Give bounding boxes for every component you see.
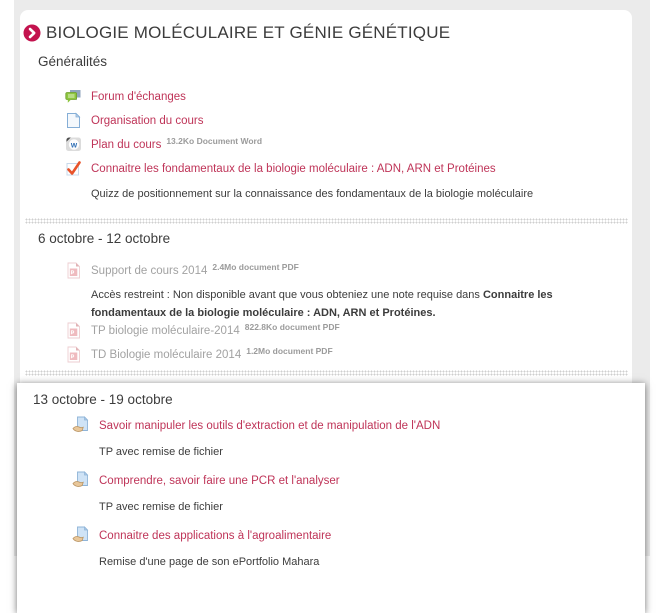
course-title: BIOLOGIE MOLÉCULAIRE ET GÉNIE GÉNÉTIQUE — [46, 23, 451, 42]
section-divider — [25, 370, 628, 376]
svg-text:w: w — [70, 140, 78, 150]
forum-icon — [65, 88, 82, 105]
section-heading: 6 octobre - 12 octobre — [38, 231, 171, 246]
pdf-icon — [65, 322, 82, 339]
restriction-notice — [91, 286, 602, 322]
page-icon — [65, 112, 82, 129]
assignment-icon — [72, 471, 90, 489]
pdf-icon — [65, 346, 82, 363]
section-6-12-octobre — [20, 231, 632, 363]
activity-link[interactable]: Plan du cours — [91, 139, 162, 151]
activity-quiz — [65, 160, 632, 177]
activity-description: TP avec remise de fichier — [99, 501, 223, 513]
restriction-requirement: Connaitre les fondamentaux de la biologie moléculaire : ADN, ARN et Protéines. — [91, 289, 553, 319]
activity-link[interactable]: Organisation du cours — [91, 115, 204, 127]
activity-assignment-adn — [72, 416, 645, 434]
pdf-icon — [65, 262, 82, 279]
activity-pdf-tp — [65, 322, 632, 339]
file-meta: 822.8Ko document PDF — [244, 322, 340, 332]
activity-word-doc — [65, 136, 632, 153]
word-doc-icon — [65, 136, 82, 153]
chevron-circle-icon — [23, 24, 41, 42]
activity-link[interactable]: Support de cours 2014 — [91, 265, 208, 277]
activity-assignment-agro — [72, 526, 645, 544]
activity-link[interactable]: TP biologie moléculaire-2014 — [91, 325, 240, 337]
file-meta: 1.2Mo document PDF — [246, 346, 333, 356]
activity-pdf-restricted — [65, 262, 632, 279]
activity-page — [65, 112, 632, 129]
course-figure — [14, 0, 650, 568]
activity-description: Remise d'une page de son ePortfolio Mahara — [99, 556, 320, 568]
assignment-icon — [72, 416, 90, 434]
activity-description: Quizz de positionnement sur la connaissance des fondamentaux de la biologie moléculaire — [91, 188, 534, 200]
file-meta: 2.4Mo document PDF — [212, 262, 299, 272]
section-generalites — [20, 54, 632, 203]
file-meta: 13.2Ko Document Word — [166, 136, 263, 146]
activity-link[interactable]: Savoir manipuler les outils d'extraction et de manipulation de l'ADN — [99, 420, 441, 432]
activity-link[interactable]: Comprendre, savoir faire une PCR et l'analyser — [99, 475, 340, 487]
restriction-text: Accès restreint : Non disponible avant que vous obteniez une note requise dans — [91, 289, 483, 301]
activity-link[interactable]: Connaitre des applications à l'agroalimentaire — [99, 530, 332, 542]
activity-pdf-td — [65, 346, 632, 363]
section-heading: 13 octobre - 19 octobre — [33, 392, 173, 407]
section-heading: Généralités — [38, 54, 108, 69]
activity-forum — [65, 88, 632, 105]
activity-description: TP avec remise de fichier — [99, 446, 223, 458]
current-week-panel — [17, 383, 645, 613]
activity-link[interactable]: Forum d'échanges — [91, 91, 186, 103]
section-divider — [25, 218, 628, 224]
activity-assignment-pcr — [72, 471, 645, 489]
quiz-check-icon — [65, 160, 82, 177]
activity-link[interactable]: TD Biologie moléculaire 2014 — [91, 349, 242, 361]
course-header — [20, 10, 632, 43]
assignment-icon — [72, 526, 90, 544]
activity-link[interactable]: Connaitre les fondamentaux de la biologie moléculaire : ADN, ARN et Protéines — [91, 163, 496, 175]
